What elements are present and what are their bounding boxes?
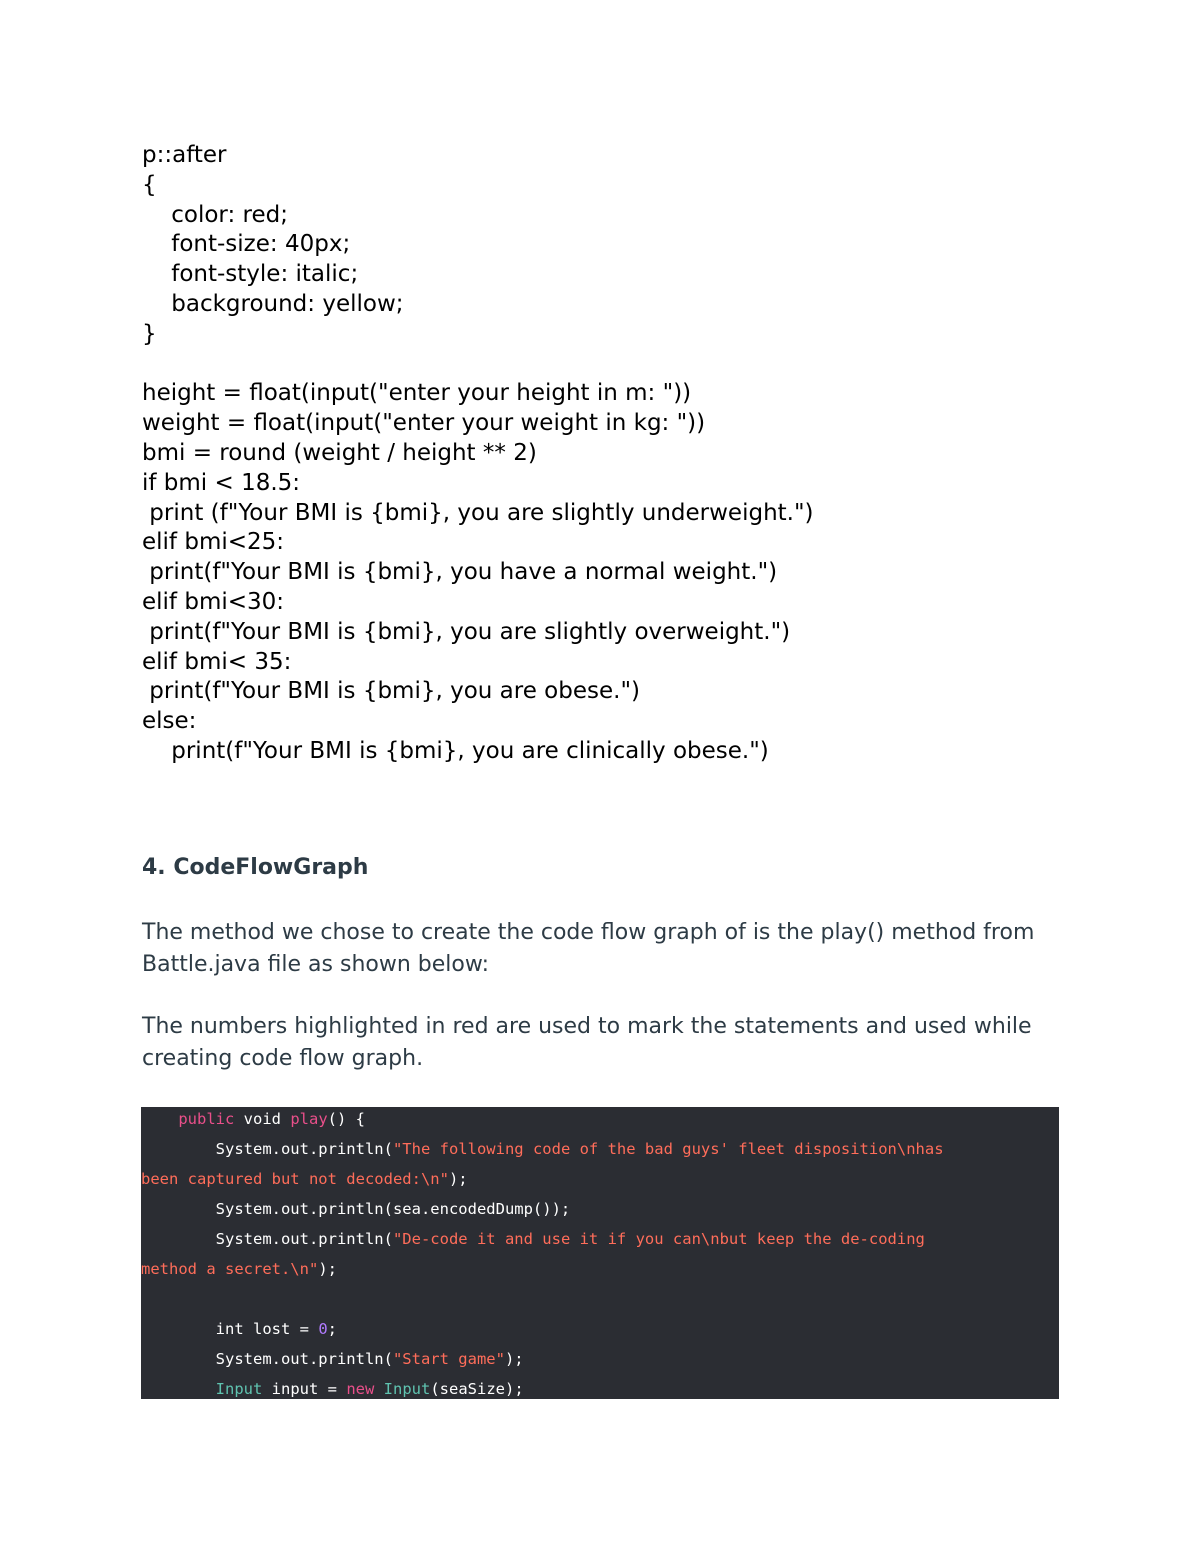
bmi-snippet-text — [142, 141, 1102, 767]
snippet-line — [142, 350, 1102, 380]
code-line — [141, 1167, 1059, 1197]
snippet-line: font-size: 40px; — [142, 231, 351, 258]
code-line — [141, 1257, 1059, 1287]
code-token: "Start game" — [392, 1350, 505, 1368]
code-token: (seaSize); — [430, 1380, 524, 1398]
code-token: "The following code of the bad guys' fleet disposition\nhas — [392, 1140, 944, 1158]
code-token: ); — [448, 1170, 468, 1188]
snippet-line: background: yellow; — [142, 290, 404, 317]
code-token: int lost = — [141, 1320, 319, 1338]
code-token: play — [290, 1110, 328, 1128]
code-token: System.out.println( — [141, 1140, 393, 1158]
section-heading: 4. CodeFlowGraph — [142, 855, 369, 880]
code-line — [141, 1137, 1059, 1167]
snippet-line: elif bmi<30: — [142, 588, 285, 615]
highlight-note-paragraph: The numbers highlighted in red are used to mark the statements and used while creating code flow graph. — [142, 1014, 1032, 1071]
code-token: "De-code it and use it if you can\nbut keep the de-coding — [392, 1230, 925, 1248]
snippet-line: height = float(input("enter your height in m: ")) — [142, 380, 692, 407]
code-token: ); — [318, 1260, 337, 1278]
snippet-line: print(f"Your BMI is {bmi}, you are obese.") — [142, 678, 640, 705]
snippet-line: { — [142, 171, 157, 198]
code-token — [141, 1380, 216, 1398]
snippet-line: color: red; — [142, 201, 288, 228]
code-token: () { — [327, 1110, 365, 1128]
java-code-block — [141, 1107, 1059, 1399]
snippet-line: print(f"Your BMI is {bmi}, you have a normal weight.") — [142, 559, 778, 586]
code-token: Input — [215, 1380, 263, 1398]
code-token: new — [346, 1380, 375, 1398]
code-token: method a secret.\n" — [141, 1260, 319, 1278]
code-token: 0 — [318, 1320, 328, 1338]
snippet-line: elif bmi< 35: — [142, 648, 292, 675]
snippet-line: elif bmi<25: — [142, 529, 285, 556]
code-token: been captured but not decoded:\n" — [141, 1170, 449, 1188]
code-line — [141, 1317, 1059, 1347]
snippet-line: print (f"Your BMI is {bmi}, you are slightly underweight.") — [142, 499, 814, 526]
snippet-line: p::after — [142, 142, 227, 168]
code-line — [141, 1377, 1059, 1399]
code-token — [374, 1380, 383, 1398]
intro-paragraph: The method we chose to create the code flow graph of is the play() method from Battle.java file as shown below: — [142, 920, 1035, 977]
snippet-line: font-style: italic; — [142, 261, 359, 288]
code-line — [141, 1227, 1059, 1257]
code-token: ; — [327, 1320, 337, 1338]
snippet-line: } — [142, 320, 157, 347]
code-token: void — [234, 1110, 291, 1128]
code-line — [141, 1107, 1059, 1137]
snippet-line: print(f"Your BMI is {bmi}, you are slightly overweight.") — [142, 618, 791, 645]
code-line — [141, 1347, 1059, 1377]
snippet-line: if bmi < 18.5: — [142, 469, 301, 496]
code-token: System.out.println( — [141, 1230, 393, 1248]
code-token: System.out.println( — [141, 1350, 393, 1368]
code-token: input = — [262, 1380, 347, 1398]
code-line — [141, 1287, 1059, 1317]
snippet-line: bmi = round (weight / height ** 2) — [142, 439, 537, 466]
code-token: Input — [383, 1380, 431, 1398]
code-line — [141, 1197, 1059, 1227]
code-token: ); — [504, 1350, 524, 1368]
snippet-line: else: — [142, 708, 197, 735]
snippet-line: print(f"Your BMI is {bmi}, you are clinically obese.") — [142, 737, 769, 764]
snippet-line: weight = float(input("enter your weight in kg: ")) — [142, 410, 706, 437]
code-token: System.out.println(sea.encodedDump()); — [141, 1200, 571, 1218]
code-token — [141, 1110, 178, 1128]
code-token: public — [178, 1110, 235, 1128]
